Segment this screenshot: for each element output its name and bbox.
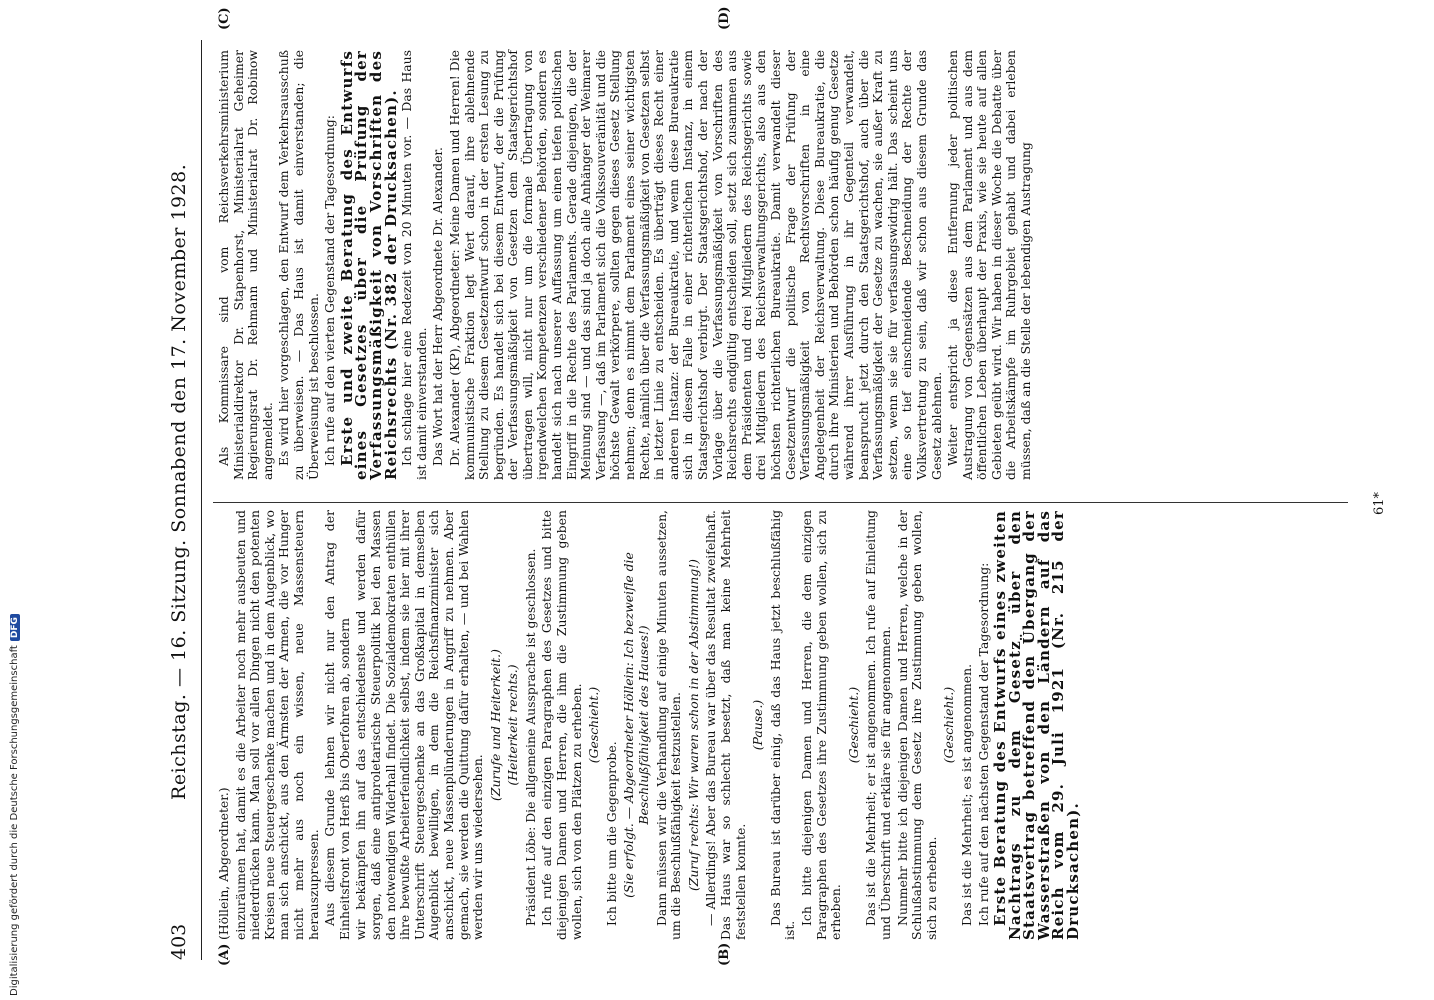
dfg-logo: DFG: [10, 614, 20, 641]
column-divider: [213, 502, 1348, 503]
interjection: (Geschieht.): [845, 686, 861, 764]
interjection: (Sie erfolgt. — Abgeordneter Höllein: Ich bezweifle die Beschlußfähigkeit des Hauses!): [621, 552, 652, 898]
right-column: [217, 50, 1036, 480]
interjection: (Zurufe und Heiterkeit.): [487, 649, 503, 801]
interjection: (Zuruf rechts: Wir waren schon in der Abstimmung!): [685, 558, 701, 892]
page-number: 403: [168, 923, 190, 960]
margin-letter-d: (D): [717, 6, 732, 30]
paragraph: Ich rufe auf den vierten Gegenstand der Tagesordnung:: [322, 115, 338, 466]
paragraph: — Allerdings! Aber das Bureau war über das Resultat zweifelhaft. Das Haus war so schlecht besetzt, daß man keine Mehrheit feststellen konnte.: [703, 510, 748, 940]
interjection: (Geschieht.): [586, 686, 602, 764]
paragraph: Ich rufe auf den einzigen Paragraphen des Gesetzes und bitte diejenigen Damen und Herren, die ihm die Zustimmung geben wollen, sich von den Plätzen zu erheben.: [539, 510, 584, 940]
left-column: [217, 510, 1083, 940]
paragraph: Das ist die Mehrheit; es ist angenommen.: [958, 663, 974, 926]
funding-strip-inner: [9, 614, 20, 996]
funding-note: Digitalisierung gefördert durch die Deutsche Forschungsgemeinschaft: [9, 645, 20, 996]
paragraph: Weiter entspricht ja diese Entfernung jeder politischen Austragung von Gegensätzen aus dem Parlament und aus dem öffentlichen Leben überhaupt der Praxis, wie sie heute auf allen Gebieten geübt wird. Wir haben in dieser Woche die Debatte über die Arbeitskämpfe im Ruhrgebiet gehabt und dabei erleben müssen, daß an die Stelle der lebendigen Austragung: [945, 50, 1034, 480]
paragraph: Ich bitte um die Gegenprobe.: [603, 741, 619, 926]
paragraph: Das Wort hat der Herr Abgeordnete Dr. Alexander.: [430, 147, 446, 466]
paragraph: Präsident Löbe: Die allgemeine Aussprache ist geschlossen.: [522, 548, 538, 926]
speaker-tag: (Höllein, Abgeordneter.): [216, 787, 231, 940]
paragraph: Dr. Alexander (KP), Abgeordneter: Meine Damen und Herren! Die kommunistische Fraktion legt Wert darauf, ihre ablehnende Stellung zu diesem Gesetzentwurf schon in der ersten Lesung zu begründen. Es handelt sich bei diesem Entwurf, der die Prüfung der Verfassungsmäßigkeit von Gesetzen dem Staatsgerichtshof übertragen will, nicht nur um die formale Übertragung von irgendwelchen Kompetenzen verschiedener Behörden, sondern es handelt sich nach unserer Auffassung um einen tiefen politischen Eingriff in die Rechte des Parlaments. Gerade diejenigen, die der Meinung sind — und das sind ja doch alle Anhänger der Weimarer Verfassung —, daß im Parlament sich die Volkssouveränität und die höchste Gewalt verkörpere, sollten gegen dieses Gesetz Stellung nehmen; denn es nimmt dem Parlament eines seiner wichtigsten Rechte, nämlich über die Verfassungsmäßigkeit von Gesetzen selbst in letzter Linie zu entscheiden. Es überträgt dieses Recht einer anderen Instanz: der Bureaukratie, und wenn diese Bureaukratie sich in diesem Falle in einer richterlichen Instanz, in einem Staatsgerichtshof verbirgt. Der Staatsgerichtshof, der nach der Vorlage über die Verfassungsmäßigkeit von Vorschriften des Reichsrechts endgültig entscheiden soll, setzt sich zusammen aus dem Präsidenten und drei Mitgliedern des Reichsgerichts sowie drei Mitgliedern des Reichsverwaltungsgerichts, also aus den höchsten richterlichen Bureaukratie. Damit verwandelt dieser Gesetzentwurf die politische Frage der Prüfung der Verfassungsmäßigkeit von Rechtsvorschriften in eine Angelegenheit der Reichsverwaltung. Diese Bureaukratie, die durch ihre Ministerien und Behörden schon häufig genug Gesetze während ihrer Ausführung in ihr Gegenteil verwandelt, beansprucht jetzt durch den Staatsgerichtshof, auch über die Verfassungsmäßigkeit der Gesetze zu wachen, sie außer Kraft zu setzen, wenn sie sie für verfassungswidrig hält. Das scheint uns eine so tief einschneidende Beschneidung der Rechte der Volksvertretung zu sein, daß wir schon aus diesem Grunde das Gesetz ablehnen.: [446, 50, 944, 480]
interjection: (Pause.): [750, 699, 766, 751]
paragraph: wir bekämpfen ihn auf das entschiedenste und werden dafür sorgen, daß eine antiproletarische Steuerpolitik bei den Massen den notwendigen Widerhall findet. Die Sozialdemokraten enthüllen ihre bewußte Arbeiterfeindlichkeit selbst, indem sie hier mit ihrer Unterschrift Steuergeschenke an das Großkapital in demselben Augenblick bewilligen, in dem die Reichsfinanzminister sich anschickt, neue Massenplünderungen in Angriff zu nehmen. Aber gemach, sie werden die Quittung dafür erhalten, — und bei Wahlen werden wir uns wiedersehen.: [353, 510, 486, 940]
page-header: [157, 40, 202, 960]
paragraph: Ich rufe auf den nächsten Gegenstand der Tagesordnung:: [975, 562, 991, 926]
margin-letter-a: (A): [217, 943, 232, 966]
page-marker: 61*: [1372, 491, 1387, 515]
paragraph: Das ist die Mehrheit; er ist angenommen. Ich rufe auf Einleitung und Überschrift und erkläre sie für angenommen.: [863, 510, 893, 940]
interjection: (Geschieht.): [941, 686, 957, 764]
rotated-page: [157, 0, 1425, 1000]
paragraph: Ich bitte diejenigen Damen und Herren, die dem einzigen Paragraphen des Gesetzes ihre Zustimmung geben wollen, sich zu erheben.: [798, 510, 844, 940]
paragraph: Ich schlage hier eine Redezeit von 20 Minuten vor. — Das Haus ist damit einverstanden.: [399, 50, 429, 480]
agenda-item: Erste Beratung des Entwurfs eines zweiten Nachtrags zu dem Gesetz über den Staatsvertrag betreffend den Übergang der Wasserstraßen von den Ländern auf das Reich vom 29. Juli 1921 (Nr. 215 der Drucksachen).: [991, 510, 1083, 940]
paragraph: Als Kommissare sind vom Reichsverkehrsministerium Ministerialdirektor Dr. Stapenhorst, Ministerialrat Geheimer Regierungsrat Dr. Rehmann und Ministerialrat Dr. Robinow angemeldet.: [216, 50, 275, 480]
interjection: (Heiterkeit rechts.): [505, 664, 521, 786]
paragraph: Dann müssen wir die Verhandlung auf einige Minuten aussetzen, um die Beschlußfähigkeit festzustellen.: [653, 510, 684, 940]
margin-letter-c: (C): [217, 7, 232, 30]
funding-strip: [4, 0, 24, 1000]
paragraph: Es wird hier vorgeschlagen, den Entwurf dem Verkehrsausschuß zu überweisen. — Das Haus ist damit einverstanden; die Überweisung ist beschlossen.: [276, 50, 321, 480]
paragraph: einzuräumen hat, damit es die Arbeiter noch mehr ausbeuten und niederdrücken kann. Man soll vor allen Dingen nicht den potenten Kreisen neue Steuergeschenke machen und in dem Augenblick, wo man sich anschickt, aus den Ärmsten der Armen, die vor Hunger nicht mehr aus noch ein wissen, neue Massensteuern herauszupressen.: [232, 510, 321, 940]
paragraph: Aus diesem Grunde lehnen wir nicht nur den Antrag der Einheitsfront von Herß bis Oberfohren ab, sondern: [322, 510, 352, 940]
margin-letter-b: (B): [717, 942, 732, 966]
agenda-item: Erste und zweite Beratung des Entwurfs eines Gesetzes über die Prüfung der Verfassungsmäßigkeit von Vorschriften des Reichsrechts (Nr. 382 der Drucksachen).: [337, 50, 400, 480]
paragraph: Das Bureau ist darüber einig, daß das Haus jetzt beschlußfähig ist.: [767, 510, 798, 940]
header-title: Reichstag. — 16. Sitzung. Sonnabend den 17. November 1928.: [168, 163, 190, 800]
paragraph: Nunmehr bitte ich diejenigen Damen und Herren, welche in der Schlußabstimmung dem Gesetz ihre Zustimmung geben wollen, sich zu erheben.: [894, 510, 939, 940]
